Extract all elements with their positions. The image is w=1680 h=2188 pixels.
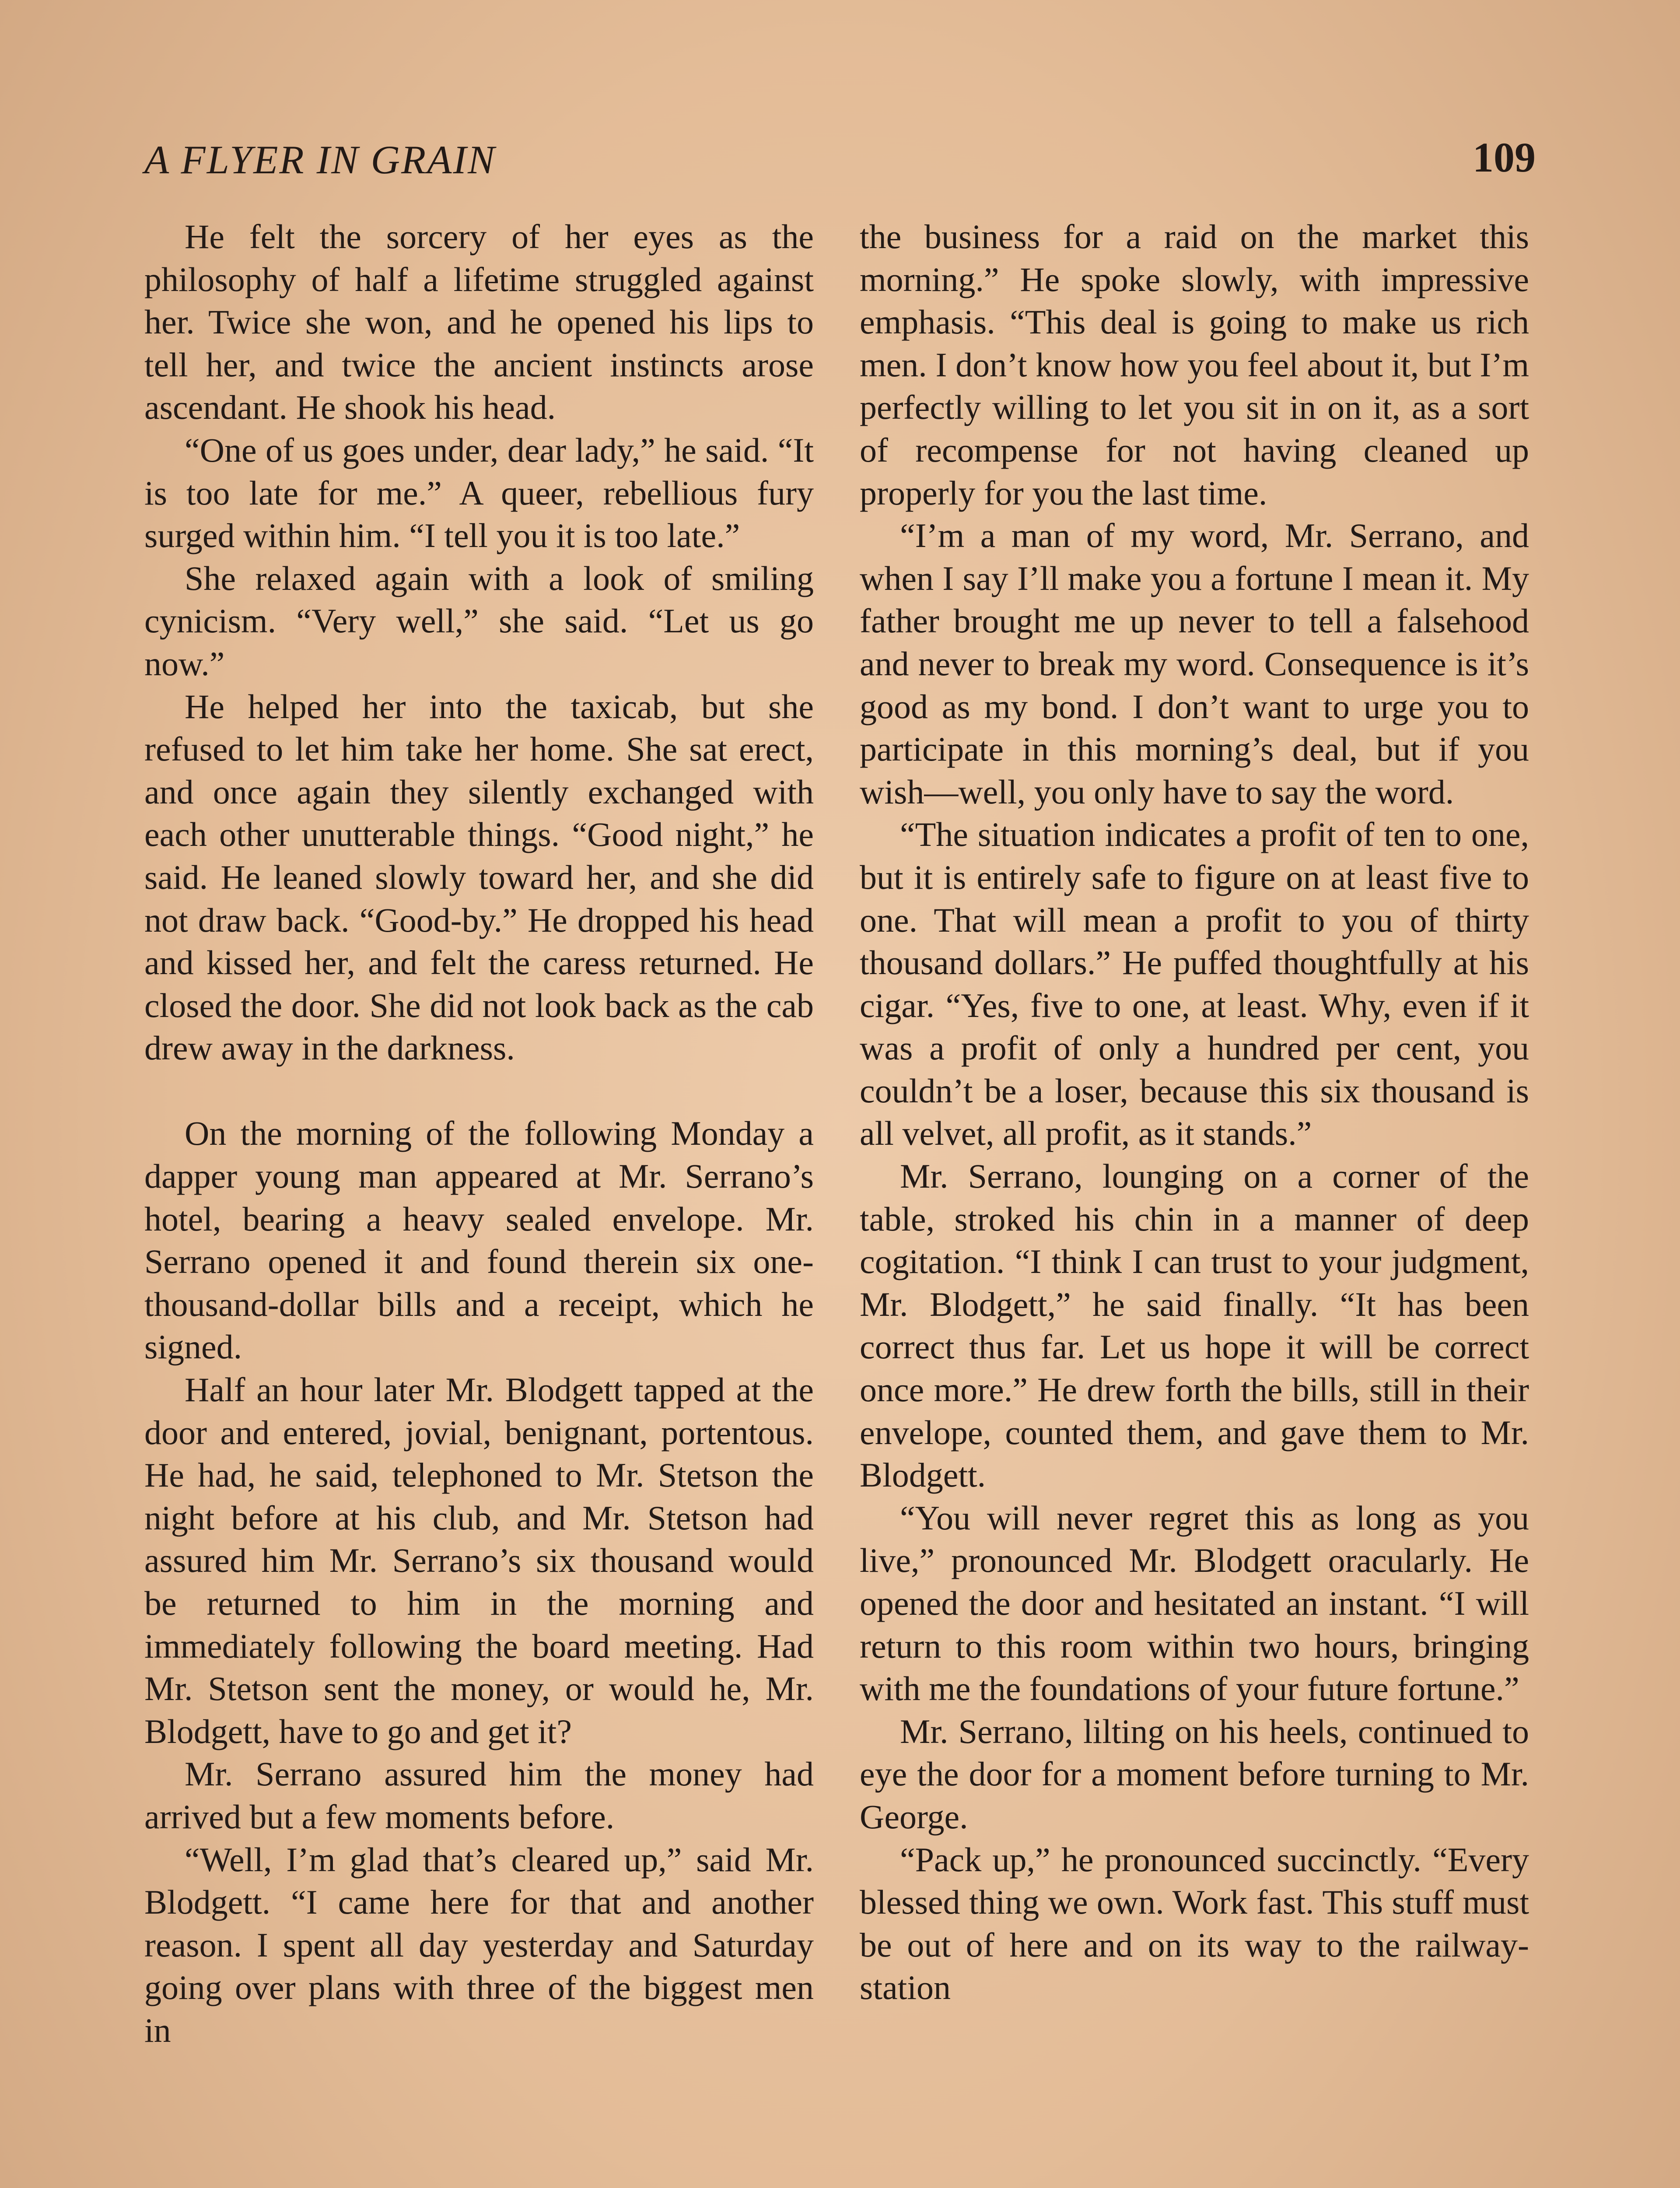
page-number: 109 xyxy=(1473,134,1536,181)
paragraph: “I’m a man of my word, Mr. Serrano, and when I say I’ll make you a fortune I mean it. My father brought me up never to tell a falsehood and never to break my word. Consequence is it’s good as my bond. I don’t want to urge you to participate in this morning’s deal, but if you wish—well, you only have to say the word. xyxy=(860,516,1529,811)
paragraph: He felt the sorcery of her eyes as the philosophy of half a lifetime struggled against her. Twice she won, and he opened his lips to tell her, and twice the ancient instincts arose ascendant. He shook his head. xyxy=(144,217,814,427)
paragraph: “You will never regret this as long as you live,” pronounced Mr. Blodgett oracularly. He opened the door and hesitated an instant. “I will return to this room within two hours, bringing with me the foundations of your future fortune.” xyxy=(860,1498,1529,1708)
page-header xyxy=(144,131,1536,193)
right-text-column xyxy=(860,215,1529,2009)
running-title: A FLYER IN GRAIN xyxy=(144,137,496,182)
paragraph: Mr. Serrano, lilting on his heels, continued to eye the door for a moment before turning to Mr. George. xyxy=(860,1712,1529,1836)
paragraph: “One of us goes under, dear lady,” he said. “It is too late for me.” A queer, rebellious fury surged within him. “I tell you it is too late.” xyxy=(144,431,814,555)
left-text-column xyxy=(144,215,814,2052)
paragraph: “Pack up,” he pronounced succinctly. “Every blessed thing we own. Work fast. This stuff must be out of here and on its way to the railway-station xyxy=(860,1840,1529,2007)
paragraph: He helped her into the taxicab, but she refused to let him take her home. She sat erect, and once again they silently exchanged with each other unutterable things. “Good night,” he said. He leaned slowly toward her, and she did not draw back. “Good-by.” He dropped his head and kissed her, and felt the caress returned. He closed the door. She did not look back as the cab drew away in the darkness. xyxy=(144,687,814,1067)
paragraph: Mr. Serrano, lounging on a corner of the table, stroked his chin in a manner of deep cogitation. “I think I can trust to your judgment, Mr. Blodgett,” he said finally. “It has been correct thus far. Let us hope it will be correct once more.” He drew forth the bills, still in their envelope, counted them, and gave them to Mr. Blodgett. xyxy=(860,1157,1529,1494)
paragraph: the business for a raid on the market this morning.” He spoke slowly, with impressive emphasis. “This deal is going to make us rich men. I don’t know how you feel about it, but I’m perfectly willing to let you sit in on it, as a sort of recompense for not having cleaned up properly for you the last time. xyxy=(860,217,1529,512)
paragraph: She relaxed again with a look of smiling cynicism. “Very well,” she said. “Let us go now.” xyxy=(144,559,814,683)
paragraph: Half an hour later Mr. Blodgett tapped at the door and entered, jovial, benignant, portentous. He had, he said, telephoned to Mr. Stetson the night before at his club, and Mr. Stetson had assured him Mr. Serrano’s six thousand would be returned to him in the morning and immediately following the board meeting. Had Mr. Stetson sent the money, or would he, Mr. Blodgett, have to go and get it? xyxy=(144,1371,814,1750)
paragraph: “The situation indicates a profit of ten to one, but it is entirely safe to figure on at least five to one. That will mean a profit to you of thirty thousand dollars.” He puffed thoughtfully at his cigar. “Yes, five to one, at least. Why, even if it was a profit of only a hundred per cent, you couldn’t be a loser, because this six thousand is all velvet, all profit, as it stands.” xyxy=(860,815,1529,1153)
paragraph: On the morning of the following Monday a dapper young man appeared at Mr. Serrano’s hotel, bearing a heavy sealed envelope. Mr. Serrano opened it and found therein six one-thousand-dollar bills and a receipt, which he signed. xyxy=(144,1114,814,1366)
paragraph: “Well, I’m glad that’s cleared up,” said Mr. Blodgett. “I came here for that and another reason. I spent all day yesterday and Saturday going over plans with three of the biggest men in xyxy=(144,1840,814,2049)
paragraph: Mr. Serrano assured him the money had arrived but a few moments before. xyxy=(144,1755,814,1836)
